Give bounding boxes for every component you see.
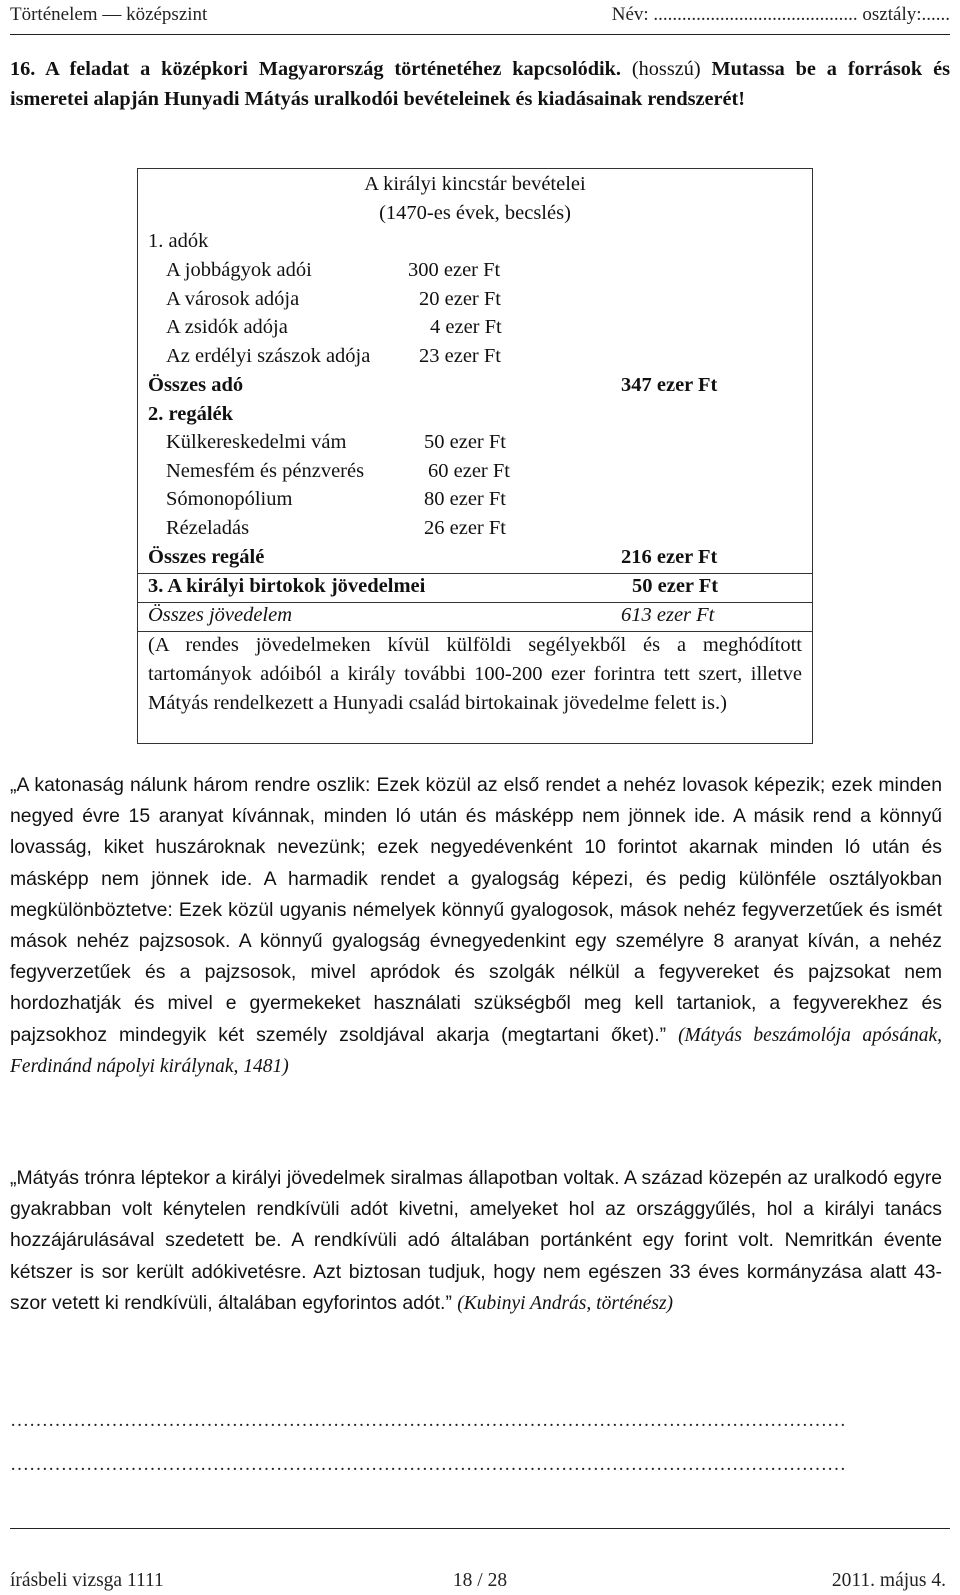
tax-value: 300 ezer Ft (408, 259, 501, 281)
regale-value: 50 ezer Ft (424, 431, 506, 453)
page-header (0, 0, 960, 38)
header-subject: Történelem — középszint (10, 4, 208, 25)
source-2-text: „Mátyás trónra léptekor a királyi jövedelmek siralmas állapotban voltak. A század közepén az uralkodó egyre gyakrabban volt kénytelen rendkívüli adót kivetni, amelyeket hol az országgyűlés, hol a királyi tanács hozzájárulásával szedetett be. A rendkívüli adó általában portánként egy forint volt. Nemritkán évente kétszer is sor került adókivetésre. Azt biztosan tudjuk, hogy nem egészen 33 éves kormányzása alatt 43-szor vetett ki rendkívüli, általában egyforintos adót.” (10, 1167, 942, 1314)
task-title: 16. A feladat a középkori Magyarország történetéhez kapcsolódik. (10, 58, 621, 80)
source-quote-1 (10, 770, 942, 1082)
source-2-citation: (Kubinyi András, történész) (457, 1292, 674, 1314)
source-1-text: „A katonaság nálunk három rendre oszlik: Ezek közül az első rendet a nehéz lovasok képezik; ezek minden negyed évre 15 aranyat kívánnak, minden ló után és másképp nem jönnek ide. A másik rend a könnyű lovasság, kiket huszároknak nevezünk; ezek negyedévenként 10 forintot akarnak minden ló után és másképp nem jönnek ide. A harmadik rendet a gyalogság képezi, és pedig különféle osztályokban megkülönböztetve: Ezek közül ugyanis némelyek könnyű gyalogosok, mások nehéz fegyverzetűek és ismét mások nehéz pajzsosok. A könnyű gyalogság évnegyedenkint egy személyre 8 aranyat kíván, a nehéz fegyverzetűek és a pajzsosok, mivel apródok és szolgák nélkül a fegyvereket és pajzsokat nem hordozhatják és mivel e gyermekeket használati szükségből meg kell tartaniok, a fegyverekhez és pajzsokhoz mindegyik két személy zsoldjával akarja (megtartani őket).” (10, 774, 942, 1046)
regale-value: 26 ezer Ft (424, 517, 506, 539)
taxes-heading: 1. adók (148, 230, 209, 252)
answer-line[interactable]: …………………………………………………………………………………………………………………… (10, 1410, 846, 1431)
regale-heading: 2. regálék (148, 403, 234, 425)
tax-label: A jobbágyok adói (166, 259, 312, 281)
taxes-total-label: Összes adó (148, 374, 244, 396)
grand-total-value: 613 ezer Ft (621, 604, 715, 626)
regale-value: 80 ezer Ft (424, 488, 506, 510)
taxes-total-value: 347 ezer Ft (621, 374, 718, 396)
tax-label: Az erdélyi szászok adója (166, 345, 371, 367)
source-1-citation: (Mátyás beszámolója apósának, Ferdinánd nápolyi királynak, 1481) (10, 1024, 942, 1077)
task-type: (hosszú) (631, 58, 701, 80)
task-statement (10, 54, 950, 114)
estates-value: 50 ezer Ft (632, 575, 719, 597)
tax-value: 23 ezer Ft (419, 345, 501, 367)
answer-line[interactable]: …………………………………………………………………………………………………………………… (10, 1454, 846, 1475)
regale-label: Külkereskedelmi vám (166, 431, 347, 453)
tax-label: A zsidók adója (166, 316, 288, 338)
tax-value: 20 ezer Ft (419, 288, 501, 310)
grand-total-label: Összes jövedelem (148, 604, 293, 626)
table-subtitle: (1470-es évek, becslés) (379, 202, 571, 224)
regale-value: 60 ezer Ft (428, 460, 510, 482)
source-quote-2 (10, 1163, 942, 1319)
table-title: A királyi kincstár bevételei (364, 173, 586, 195)
header-rule (10, 34, 950, 35)
footer-date: 2011. május 4. (831, 1570, 946, 1591)
header-name-field: Név: ........................................... osztály:...... (611, 4, 950, 25)
estates-label: 3. A királyi birtokok jövedelmei (148, 575, 426, 597)
regale-label: Rézeladás (166, 517, 250, 539)
page-footer (0, 1520, 960, 1595)
task-instruction: Mutassa be a források és ismeretei alapján Hunyadi Mátyás uralkodói bevételeinek és kiadásainak rendszerét! (10, 58, 950, 110)
regale-label: Sómonopólium (166, 488, 293, 510)
regale-total-value: 216 ezer Ft (621, 546, 718, 568)
tax-label: A városok adója (166, 288, 300, 310)
regale-label: Nemesfém és pénzverés (166, 460, 365, 482)
tax-value: 4 ezer Ft (430, 316, 502, 338)
revenue-table (137, 168, 813, 744)
footer-page-number: 18 / 28 (452, 1570, 508, 1591)
footer-exam-code: írásbeli vizsga 1111 (10, 1570, 164, 1591)
table-note: (A rendes jövedelmeken kívül külföldi segélyekből és a meghódított tartományok adóiból a király további 100-200 ezer forintra tett szert, illetve Mátyás rendelkezett a Hunyadi család birtokainak jövedelme felett is.) (148, 634, 802, 714)
footer-rule (10, 1528, 950, 1529)
regale-total-label: Összes regálé (148, 546, 265, 568)
